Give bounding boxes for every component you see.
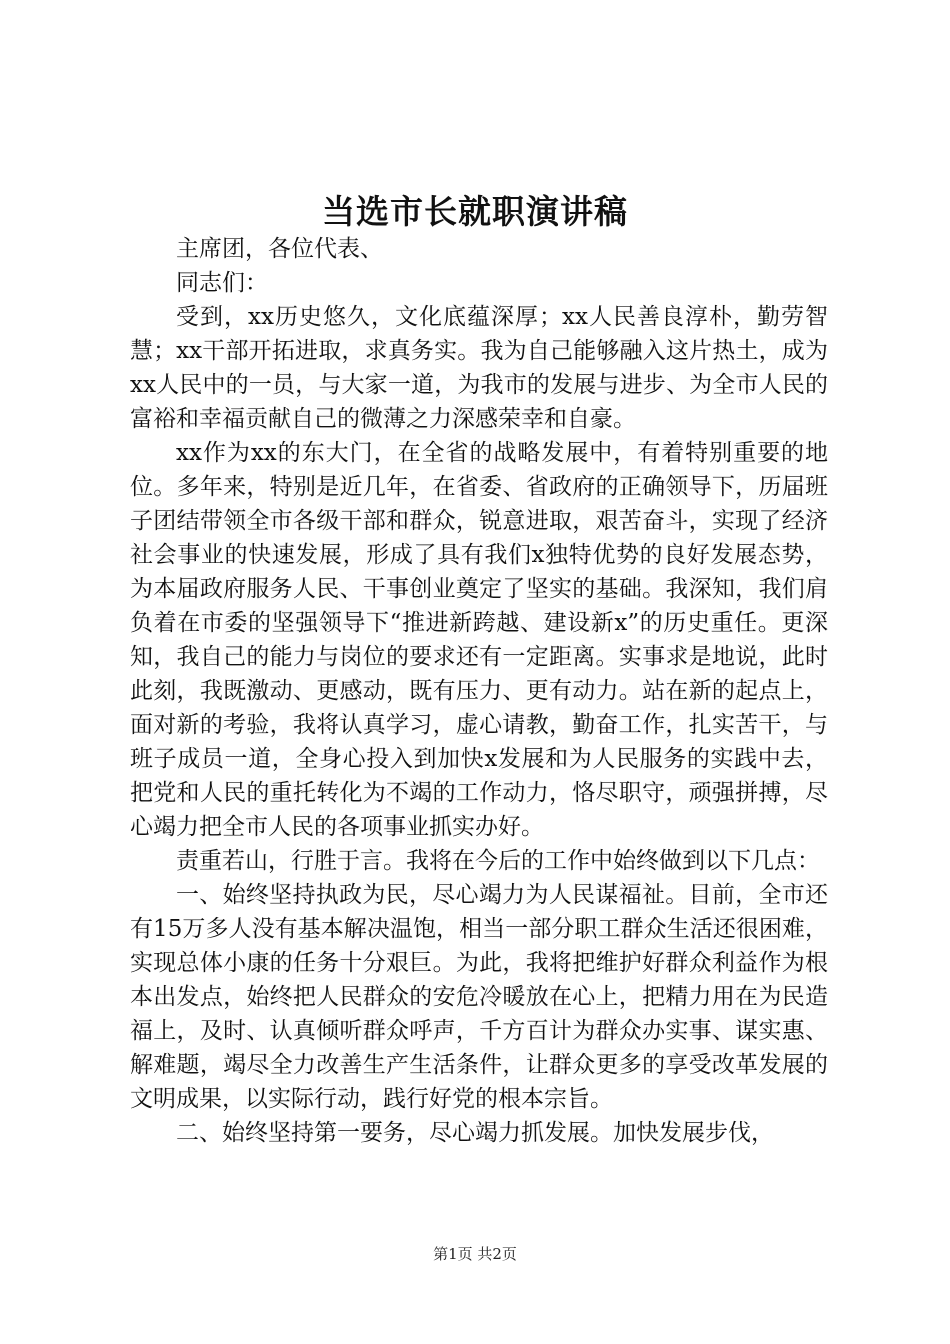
paragraph-point-one: 一、始终坚持执政为民，尽心竭力为人民谋福祉。目前，全市还有15万多人没有基本解决温饱，相当一部分职工群众生活还很困难，实现总体小康的任务十分艰巨。为此，我将把维护好群众利益作为根本出发点，始终把人民群众的安危冷暖放在心上，把精力用在为民造福上，及时、认真倾听群众呼声，千方百计为群众办实事、谋实惠、解难题，竭尽全力改善生产生活条件，让群众更多的享受改革发展的文明成果，以实际行动，践行好党的根本宗旨。 [130,882,828,1112]
paragraph-background: xx作为xx的东大门，在全省的战略发展中，有着特别重要的地位。多年来，特别是近几年，在省委、省政府的正确领导下，历届班子团结带领全市各级干部和群众，锐意进取，艰苦奋斗，实现了经济社会事业的快速发展，形成了具有我们x独特优势的良好发展态势，为本届政府服务人民、干事创业奠定了坚实的基础。我深知，我们肩负着在市委的坚强领导下“推进新跨越、建设新x”的历史重任。更深知，我自己的能力与岗位的要求还有一定距离。实事求是地说，此时此刻，我既激动、更感动，既有压力、更有动力。站在新的起点上，面对新的考验，我将认真学习，虚心请教，勤奋工作，扎实苦干，与班子成员一道，全身心投入到加快x发展和为人民服务的实践中去，把党和人民的重托转化为不竭的工作动力，恪尽职守，顽强拼搏，尽心竭力把全市人民的各项事业抓实办好。 [130,440,828,840]
paragraph-commitment: 责重若山，行胜于言。我将在今后的工作中始终做到以下几点： [176,848,820,874]
document-body [130,232,828,1150]
paragraph-intro: 受到，xx历史悠久，文化底蕴深厚；xx人民善良淳朴，勤劳智慧；xx干部开拓进取，求真务实。我为自己能够融入这片热土，成为xx人民中的一员，与大家一道，为我市的发展与进步、为全市人民的富裕和幸福贡献自己的微薄之力深感荣幸和自豪。 [130,304,828,432]
page-footer: 第1页 共2页 [433,1245,517,1263]
salutation-line-2: 同志们： [176,270,268,296]
paragraph-point-two: 二、始终坚持第一要务，尽心竭力抓发展。加快发展步伐， [176,1120,774,1146]
salutation-line-1: 主席团，各位代表、 [176,236,383,262]
document-title: 当选市长就职演讲稿 [322,192,628,231]
